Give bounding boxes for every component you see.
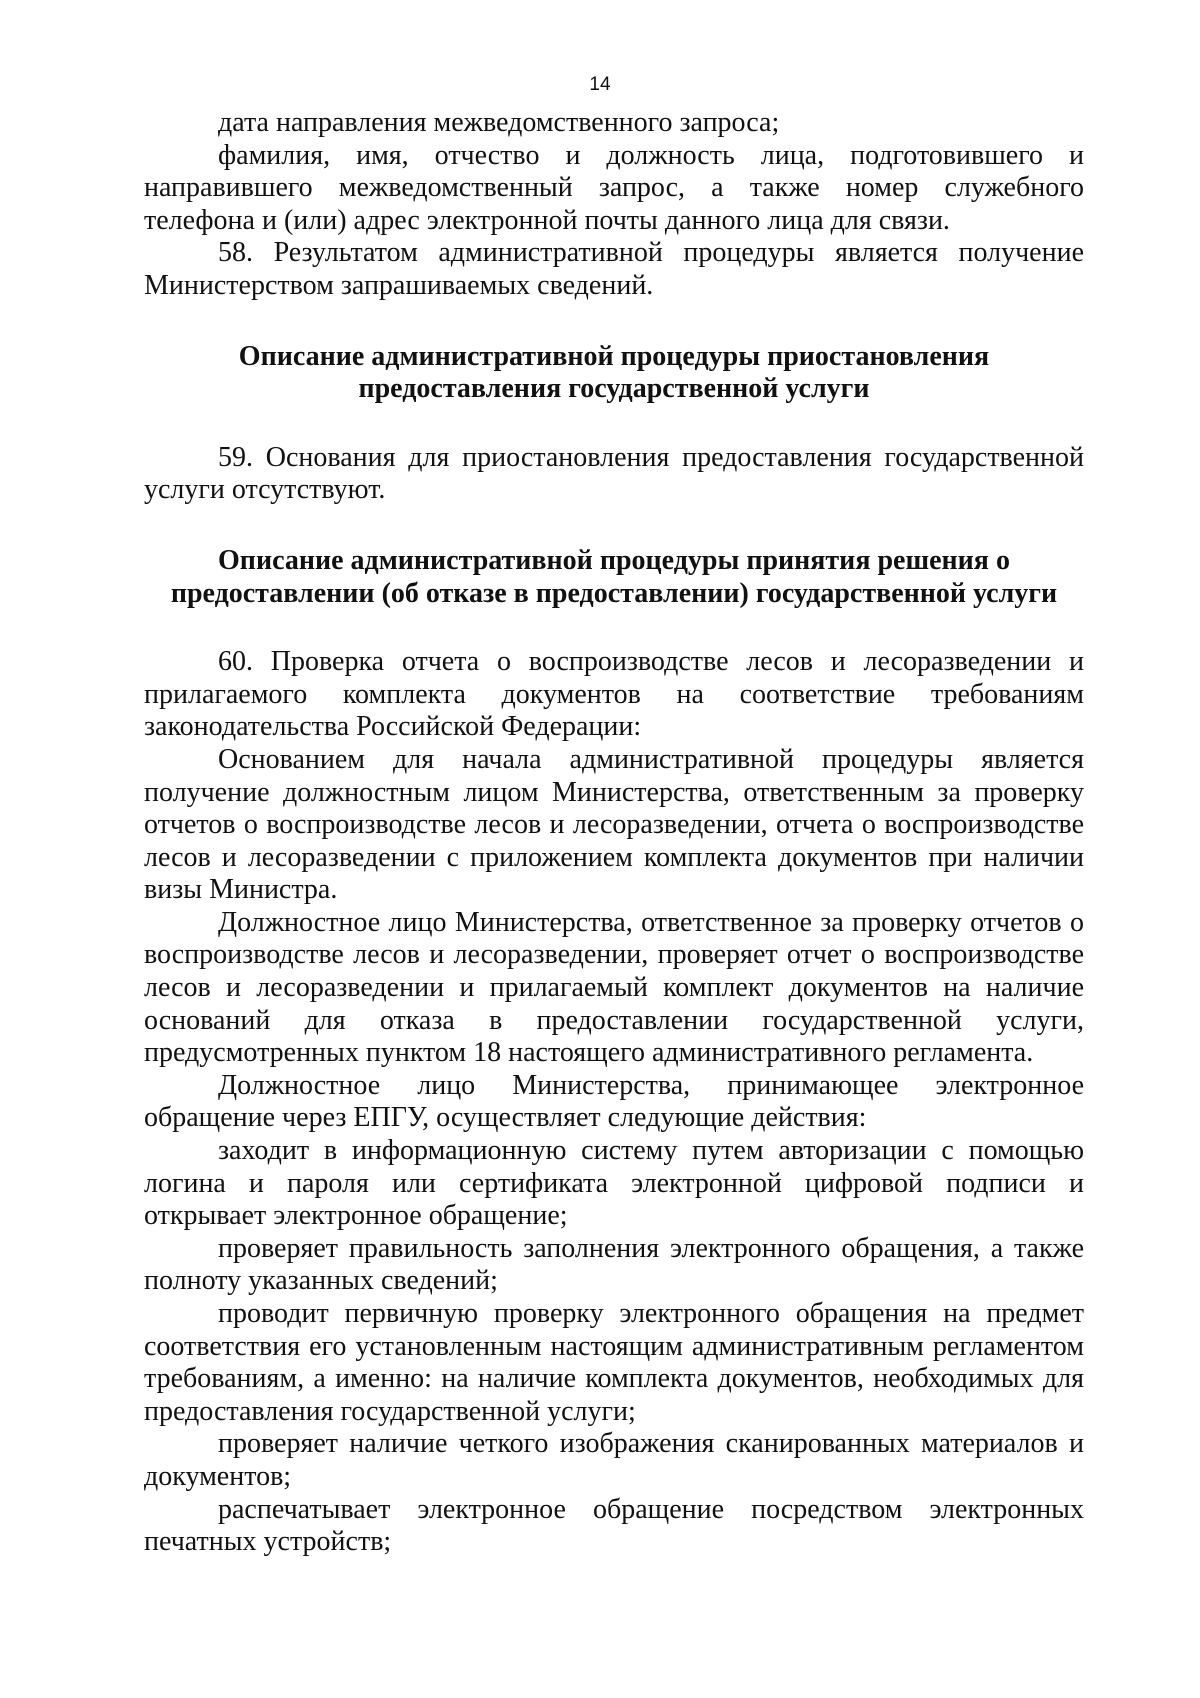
spacer xyxy=(144,406,1084,442)
paragraph: Основанием для начала административной процедуры является получение должностным лицом Министерства, ответственным за проверку отчетов о воспроизводстве лесов и лесоразведении, отчета о воспроизводстве лесов и лесоразведении с приложением комплекта документов при наличии визы Министра. xyxy=(144,743,1084,906)
document-body xyxy=(144,107,1084,1559)
spacer xyxy=(144,303,1084,341)
paragraph: заходит в информационную систему путем авторизации с помощью логина и пароля или сертификата электронной цифровой подписи и открывает электронное обращение; xyxy=(144,1135,1084,1232)
page-number: 14 xyxy=(589,74,611,95)
heading-line: Описание административной процедуры приостановления xyxy=(238,340,990,372)
section-heading xyxy=(144,545,1084,610)
paragraph: дата направления межведомственного запроса; xyxy=(218,107,780,138)
heading-line: предоставлении (об отказе в предоставлении) государственной услуги xyxy=(170,577,1058,609)
paragraph: проводит первичную проверку электронного обращения на предмет соответствия его установленным настоящим административным регламентом требованиям, а именно: на наличие комплекта документов, необходимых для предоставления государственной услуги; xyxy=(144,1298,1084,1427)
spacer xyxy=(144,610,1084,646)
paragraph: распечатывает электронное обращение посредством электронных печатных устройств; xyxy=(144,1493,1084,1558)
section-heading xyxy=(144,341,1084,406)
paragraph: 59. Основания для приостановления предоставления государственной услуги отсутствуют. xyxy=(144,441,1084,506)
paragraph: проверяет правильность заполнения электронного обращения, а также полноту указанных сведений; xyxy=(144,1232,1084,1297)
spacer xyxy=(144,507,1084,545)
paragraph: Должностное лицо Министерства, принимающее электронное обращение через ЕПГУ, осуществляет следующие действия: xyxy=(144,1069,1084,1134)
heading-line: Описание административной процедуры принятия решения о xyxy=(218,544,1010,576)
paragraph: Должностное лицо Министерства, ответственное за проверку отчетов о воспроизводстве лесов и лесоразведении, проверяет отчет о воспроизводстве лесов и лесоразведении и прилагаемый комплект документов на наличие оснований для отказа в предоставлении государственной услуги, предусмотренных пунктом 18 настоящего административного регламента. xyxy=(144,906,1084,1069)
heading-line: предоставления государственной услуги xyxy=(358,373,870,405)
paragraph: 60. Проверка отчета о воспроизводстве лесов и лесоразведении и прилагаемого комплекта документов на соответствие требованиям законодательства Российской Федерации: xyxy=(144,646,1084,743)
paragraph: фамилия, имя, отчество и должность лица, подготовившего и направившего межведомственный запрос, а также номер служебного телефона и (или) адрес электронной почты данного лица для связи. xyxy=(144,139,1084,236)
paragraph: проверяет наличие четкого изображения сканированных материалов и документов; xyxy=(144,1428,1084,1492)
paragraph: 58. Результатом административной процедуры является получение Министерством запрашиваемых сведений. xyxy=(144,237,1084,301)
